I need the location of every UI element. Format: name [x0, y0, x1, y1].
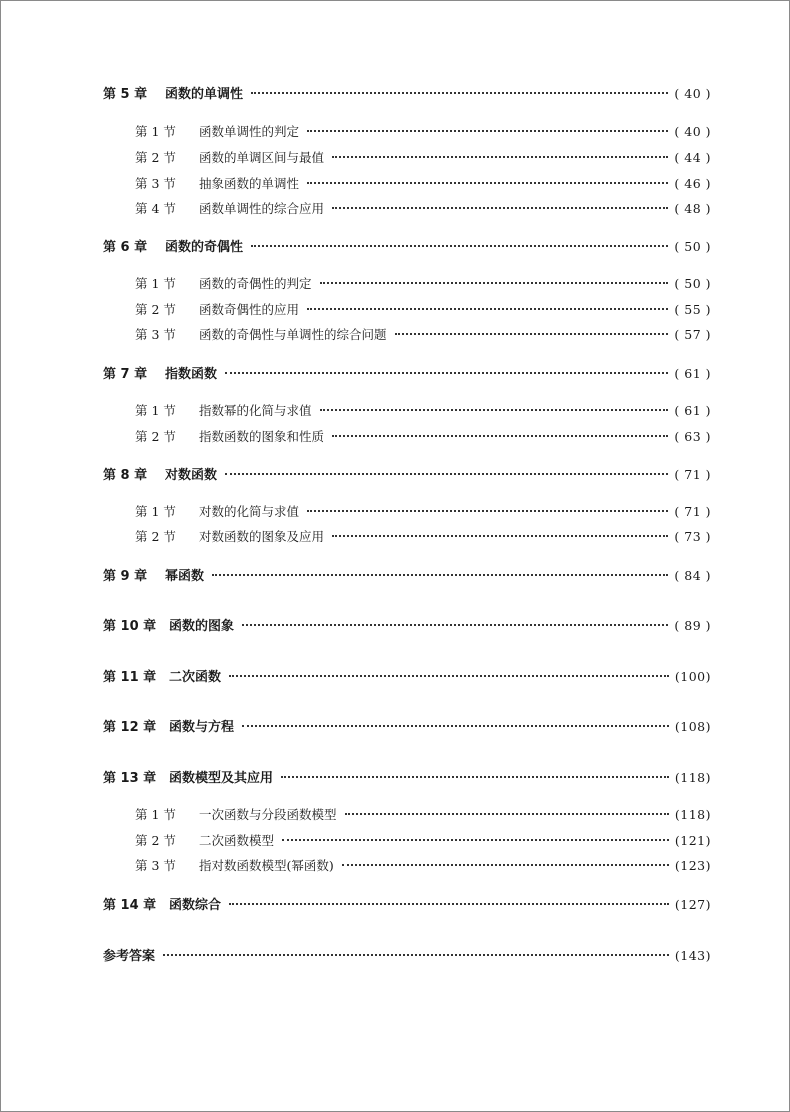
chapter-number: 第 8 章	[103, 468, 148, 483]
toc-chapter-13[interactable]	[103, 767, 711, 786]
section-number: 第 1 节	[135, 807, 176, 822]
section-title: 函数单调性的判定	[199, 124, 300, 139]
section-page-number: (123)	[674, 858, 711, 873]
chapter-title: 函数的单调性	[165, 87, 244, 102]
toc-section-13-3[interactable]	[135, 856, 711, 874]
chapter-title: 函数与方程	[169, 720, 235, 735]
chapter-number: 第 9 章	[103, 569, 148, 584]
toc-chapter-11[interactable]	[103, 666, 711, 685]
toc-section-5-2[interactable]	[135, 148, 711, 166]
dot-leader	[225, 372, 668, 374]
answers-title: 参考答案	[103, 949, 156, 964]
dot-leader	[332, 435, 668, 437]
section-number: 第 4 节	[135, 201, 176, 216]
dot-leader	[163, 954, 669, 956]
chapter-number: 第 7 章	[103, 367, 148, 382]
dot-leader	[229, 675, 669, 677]
section-page-number: ( 61 )	[674, 403, 711, 418]
chapter-page-number: ( 84 )	[674, 568, 711, 583]
toc-section-5-3[interactable]	[135, 174, 711, 192]
toc-chapter-8[interactable]	[103, 464, 711, 483]
toc-section-7-1[interactable]	[135, 401, 711, 419]
toc-section-5-1[interactable]	[135, 122, 711, 140]
chapter-title: 指数函数	[165, 367, 218, 382]
section-page-number: (118)	[674, 807, 711, 822]
chapter-page-number: (118)	[674, 770, 711, 785]
toc-section-7-2[interactable]	[135, 427, 711, 445]
section-number: 第 1 节	[135, 504, 176, 519]
dot-leader	[242, 624, 668, 626]
toc-chapter-7[interactable]	[103, 363, 711, 382]
chapter-number: 第 10 章	[103, 619, 157, 634]
toc-section-8-1[interactable]	[135, 502, 711, 520]
section-number: 第 1 节	[135, 124, 176, 139]
section-page-number: ( 46 )	[674, 176, 711, 191]
chapter-page-number: ( 89 )	[674, 618, 711, 633]
toc-section-6-2[interactable]	[135, 300, 711, 318]
chapter-title: 函数模型及其应用	[169, 771, 274, 786]
chapter-number: 第 14 章	[103, 898, 157, 913]
chapter-page-number: ( 71 )	[674, 467, 711, 482]
dot-leader	[307, 130, 668, 132]
dot-leader	[229, 903, 669, 905]
chapter-number: 第 12 章	[103, 720, 157, 735]
chapter-number: 第 6 章	[103, 240, 148, 255]
section-page-number: ( 71 )	[674, 504, 711, 519]
toc-section-13-2[interactable]	[135, 831, 711, 849]
chapter-page-number: ( 61 )	[674, 366, 711, 381]
section-title: 抽象函数的单调性	[199, 176, 300, 191]
dot-leader	[332, 207, 668, 209]
section-title: 指数函数的图象和性质	[199, 429, 325, 444]
section-number: 第 2 节	[135, 429, 176, 444]
chapter-page-number: (108)	[674, 719, 711, 734]
toc-section-8-2[interactable]	[135, 527, 711, 545]
section-number: 第 1 节	[135, 403, 176, 418]
dot-leader	[395, 333, 669, 335]
toc-chapter-12[interactable]	[103, 716, 711, 735]
toc-chapter-10[interactable]	[103, 615, 711, 634]
section-page-number: ( 40 )	[674, 124, 711, 139]
dot-leader	[332, 156, 668, 158]
dot-leader	[320, 409, 669, 411]
section-title: 函数奇偶性的应用	[199, 302, 300, 317]
dot-leader	[320, 282, 669, 284]
dot-leader	[307, 182, 668, 184]
section-title: 指对数函数模型(幂函数)	[199, 858, 334, 873]
section-page-number: (121)	[674, 833, 711, 848]
dot-leader	[307, 510, 668, 512]
dot-leader	[225, 473, 668, 475]
dot-leader	[251, 245, 668, 247]
section-number: 第 2 节	[135, 150, 176, 165]
section-title: 一次函数与分段函数模型	[199, 807, 337, 822]
chapter-title: 函数综合	[169, 898, 222, 913]
chapter-title: 函数的图象	[169, 619, 235, 634]
section-title: 对数函数的图象及应用	[199, 529, 325, 544]
section-title: 函数的奇偶性的判定	[199, 276, 312, 291]
section-number: 第 3 节	[135, 858, 176, 873]
section-page-number: ( 48 )	[674, 201, 711, 216]
dot-leader	[212, 574, 668, 576]
toc-answers[interactable]	[103, 945, 711, 964]
chapter-page-number: (100)	[674, 669, 711, 684]
section-number: 第 2 节	[135, 302, 176, 317]
chapter-number: 第 11 章	[103, 670, 157, 685]
chapter-number: 第 13 章	[103, 771, 157, 786]
section-title: 函数单调性的综合应用	[199, 201, 325, 216]
chapter-title: 二次函数	[169, 670, 222, 685]
chapter-number: 第 5 章	[103, 87, 148, 102]
chapter-title: 对数函数	[165, 468, 218, 483]
chapter-page-number: ( 50 )	[674, 239, 711, 254]
toc-section-5-4[interactable]	[135, 199, 711, 217]
section-page-number: ( 55 )	[674, 302, 711, 317]
toc-section-6-3[interactable]	[135, 325, 711, 343]
chapter-page-number: (127)	[674, 897, 711, 912]
toc-chapter-6[interactable]	[103, 236, 711, 255]
section-page-number: ( 50 )	[674, 276, 711, 291]
toc-section-13-1[interactable]	[135, 805, 711, 823]
toc-chapter-14[interactable]	[103, 894, 711, 913]
section-number: 第 3 节	[135, 176, 176, 191]
section-number: 第 2 节	[135, 833, 176, 848]
section-number: 第 2 节	[135, 529, 176, 544]
dot-leader	[242, 725, 669, 727]
section-number: 第 3 节	[135, 327, 176, 342]
dot-leader	[342, 864, 669, 866]
section-title: 函数的单调区间与最值	[199, 150, 325, 165]
section-title: 函数的奇偶性与单调性的综合问题	[199, 327, 387, 342]
dot-leader	[282, 839, 669, 841]
dot-leader	[251, 92, 668, 94]
section-page-number: ( 73 )	[674, 529, 711, 544]
toc-chapter-9[interactable]	[103, 565, 711, 584]
answers-page-number: (143)	[674, 948, 711, 963]
section-title: 对数的化简与求值	[199, 504, 300, 519]
dot-leader	[345, 813, 669, 815]
toc-section-6-1[interactable]	[135, 274, 711, 292]
table-of-contents	[1, 1, 789, 1111]
dot-leader	[281, 776, 669, 778]
section-page-number: ( 63 )	[674, 429, 711, 444]
chapter-title: 幂函数	[165, 569, 205, 584]
section-page-number: ( 44 )	[674, 150, 711, 165]
section-number: 第 1 节	[135, 276, 176, 291]
chapter-title: 函数的奇偶性	[165, 240, 244, 255]
section-title: 二次函数模型	[199, 833, 275, 848]
chapter-page-number: ( 40 )	[674, 86, 711, 101]
toc-chapter-5[interactable]	[103, 83, 711, 102]
section-title: 指数幂的化简与求值	[199, 403, 312, 418]
dot-leader	[332, 535, 668, 537]
dot-leader	[307, 308, 668, 310]
section-page-number: ( 57 )	[674, 327, 711, 342]
